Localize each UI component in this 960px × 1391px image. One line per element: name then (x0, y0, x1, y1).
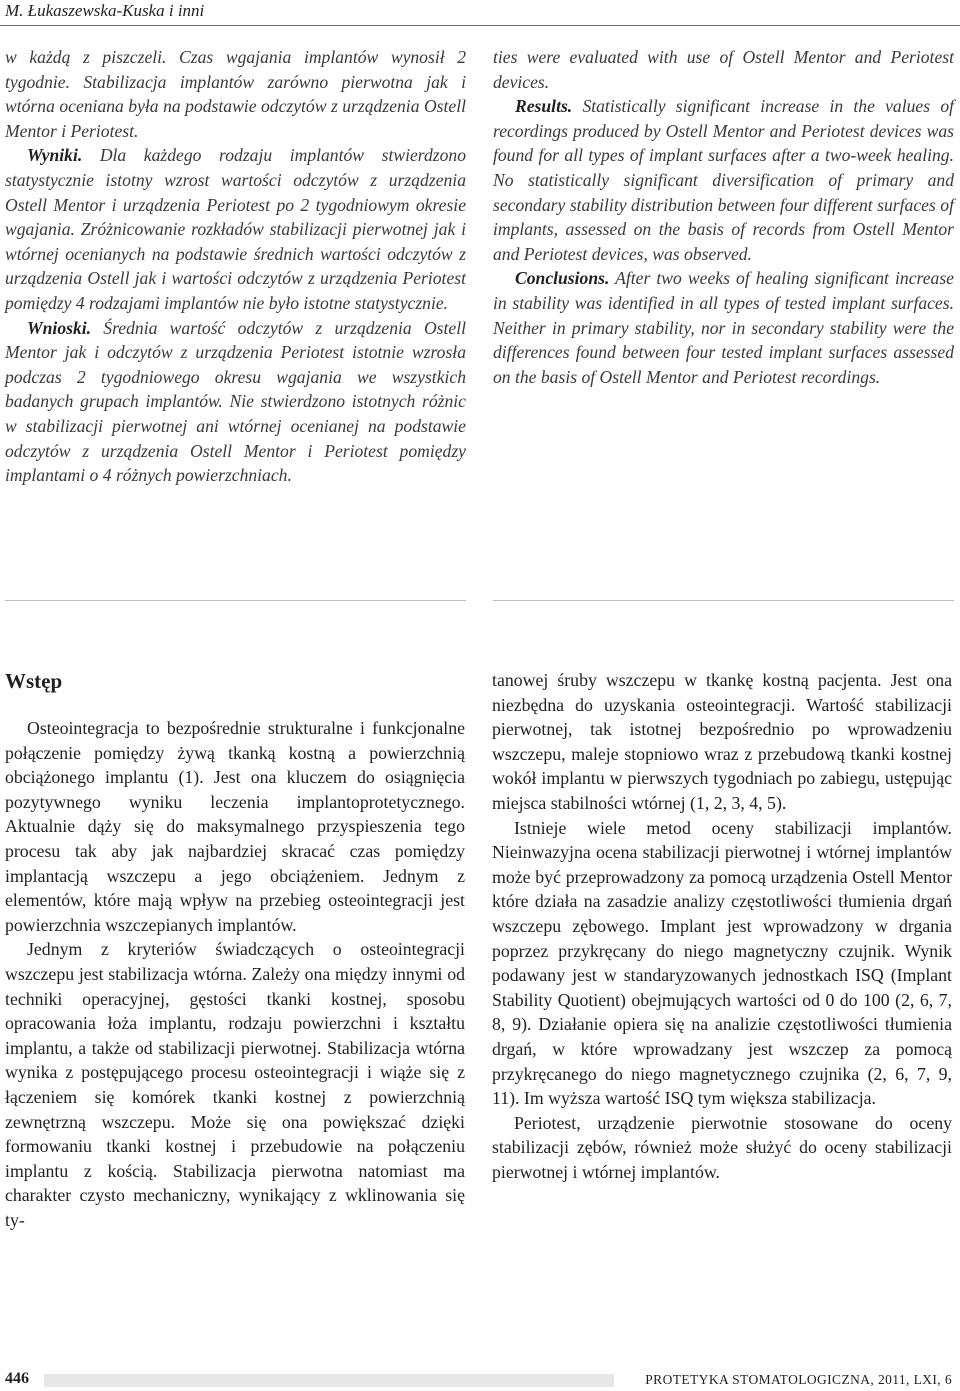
journal-citation: PROTETYKA STOMATOLOGICZNA, 2011, LXI, 6 (645, 1372, 952, 1387)
conclusions-text-pl: Średnia wartość odczytów z urządzenia Ostell Mentor jak i odczytów z urządzenia Periotest istotnie wzrosła podczas 2 tygodniowego okresu wgajania we wszystkich badanych grupach implantów. Nie stwierdzono istotnych różnic w stabilizacji pierwotnej ani wtórnej ocenianej na podstawie odczytów z urządzenia Ostell Mentor i Periotest pomiędzy implantami o 4 różnych powierzchniach. (5, 317, 466, 486)
conclusions-label-en: Conclusions. (515, 268, 610, 289)
page-number: 446 (5, 1370, 29, 1387)
abstract-en-conclusions (493, 266, 954, 389)
running-header: M. Łukaszewska-Kuska i inni (5, 1, 205, 20)
body-paragraph: tanowej śruby wszczepu w tkankę kostną pacjenta. Jest ona niezbędna do uzyskania osteointegracji. Wartość stabilizacji pierwotnej, tak istotnej bezpośrednio po wprowadzeniu wszczepu, maleje stopniowo wraz z przebudową tkanki kostnej wokół implantu w pierwszych tygodniach po zabiegu, ustępując miejsca stabilności wtórnej (1, 2, 3, 4, 5). (492, 670, 952, 813)
abstract-en-results (493, 94, 954, 266)
abstract-polish (5, 45, 466, 488)
abstract-pl-results (5, 143, 466, 315)
body-column-left (5, 716, 465, 1232)
abstract-english (493, 45, 954, 389)
results-text-en: Statistically significant increase in the values of recordings produced by Ostell Mentor and Periotest devices was found for all types of implant surfaces after a two-week healing. No statistically significant diversification of primary and secondary stability distribution between four different surfaces of implants, assessed on the basis of records from Ostell Mentor and Periotest devices, was observed. (493, 96, 954, 264)
body-paragraph: Istnieje wiele metod oceny stabilizacji implantów. Nieinwazyjna ocena stabilizacji pierwotnej i wtórnej implantów może być przeprowadzony za pomocą urządzenia Ostell Mentor które działa na zasadzie analizy częstotliwości tłumienia drgań wszczepu zębowego. Implant jest wprowadzony w drgania poprzez przykręcany do niego magnetyczny czujnik. Wynik podawany jest w standaryzowanych jednostkach ISQ (Implant Stability Quotient) obejmujących wartości od 0 do 100 (2, 6, 7, 8, 9). Działanie opiera się na analizie częstotliwości tłumienia drgań, w które wprowadzany jest wszczep za pomocą przykręcanego do niego magnetycznego czujnika (2, 6, 7, 9, 11). Im wyższa wartość ISQ tym większa stabilizacja. (492, 817, 952, 1109)
abstract-pl-intro: w każdą z piszczeli. Czas wgajania implantów wynosił 2 tygodnie. Stabilizacja implantów zarówno pierwotna jak i wtórna oceniana była na podstawie odczytów z urządzenia Ostell Mentor i Periotest. (5, 47, 466, 141)
results-label-pl: Wyniki. (27, 145, 83, 166)
footer-bar (44, 1374, 614, 1387)
section-heading: Wstęp (5, 669, 63, 693)
header-rule (0, 25, 960, 26)
abstract-pl-conclusions (5, 316, 466, 488)
conclusions-text-en: After two weeks of healing significant increase in stability was identified in all types of tested implant surfaces. Neither in primary stability, nor in secondary stability were the differences found between four tested implant surfaces assessed on the basis of Ostell Mentor and Periotest recordings. (493, 268, 954, 387)
conclusions-label-pl: Wnioski. (27, 317, 92, 338)
body-paragraph: Osteointegracja to bezpośrednie strukturalne i funkcjonalne połączenie pomiędzy żywą tkanką kostną a powierzchnią obciążonego implantu (1). Jest ona kluczem do osiągnięcia pozytywnego wyniku leczenia implantoprotetycznego. Aktualnie dąży się do maksymalnego przyspieszenia tego procesu tak aby jak najbardziej skracać czas pomiędzy implantacją wszczepu a jego obciążeniem. Jednym z elementów, które mają wpływ na przebieg osteointegracji jest powierzchnia wszczepianych implantów. (5, 718, 465, 935)
results-label-en: Results. (515, 96, 573, 117)
abstract-separator-left (5, 600, 466, 601)
body-paragraph: Periotest, urządzenie pierwotnie stosowane do oceny stabilizacji zębów, również może służyć do oceny stabilizacji pierwotnej i wtórnej implantów. (492, 1112, 952, 1182)
abstract-separator-right (493, 600, 954, 601)
body-paragraph: Jednym z kryteriów świadczących o osteointegracji wszczepu jest stabilizacja wtórna. Zależy ona między innymi od techniki operacyjnej, gęstości tkanki kostnej, sposobu opracowania łoża implantu, rodzaju powierzchni i kształtu implantu, a także od stabilizacji pierwotnej. Stabilizacja wtórna wynika z postępującego procesu osteointegracji i wiąże się z łączeniem się komórek tkanki kostnej z powierzchnią zewnętrzną wszczepu. Może się ona powiększać dzięki formowaniu tkanki kostnej i przebudowie na połączeniu implantu z kością. Stabilizacja pierwotna natomiast ma charakter czysto mechaniczny, wynikający z wklinowania się ty- (5, 939, 465, 1230)
body-column-right (492, 668, 952, 1184)
results-text-pl: Dla każdego rodzaju implantów stwierdzono statystycznie istotny wzrost wartości odczytów z urządzenia Ostell Mentor i urządzenia Periotest po 2 tygodniowym okresie wgajania. Zróżnicowanie rozkładów stabilizacji pierwotnej jak i wtórnej ocenianych na podstawie średnich wartości odczytów z urządzenia Ostell jak i wartości odczytów z urządzenia Periotest pomiędzy 4 rodzajami implantów nie było istotne statystycznie. (5, 145, 466, 313)
abstract-en-intro: ties were evaluated with use of Ostell Mentor and Periotest devices. (493, 47, 954, 92)
